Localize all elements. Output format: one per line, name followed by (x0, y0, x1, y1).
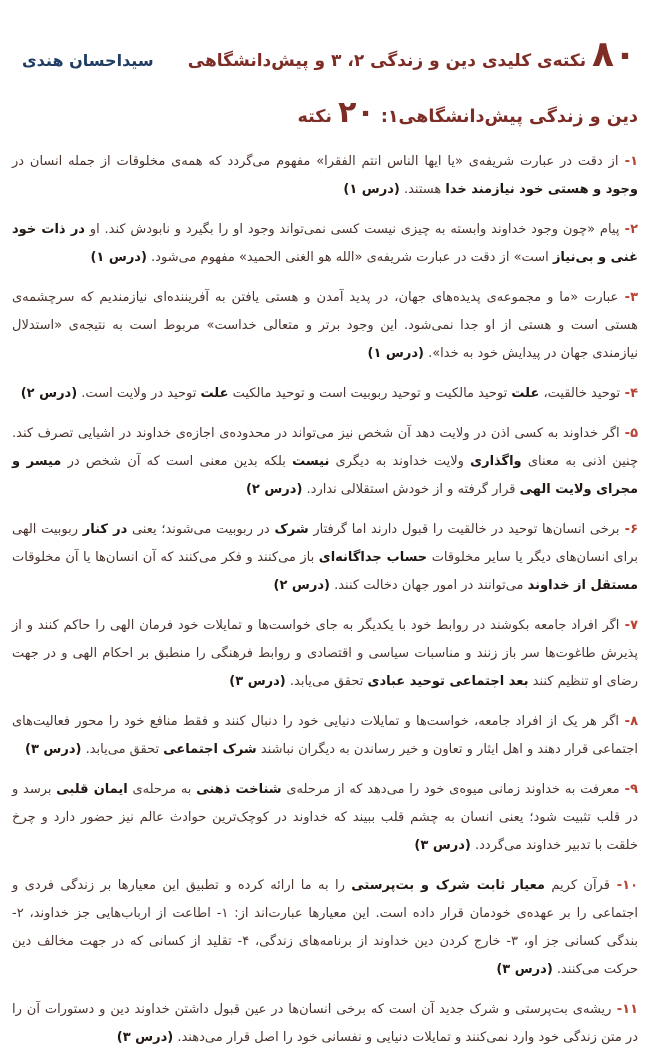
header (12, 34, 638, 75)
note-number: ۲- (619, 222, 639, 237)
note-paragraph (12, 708, 638, 764)
note-text: برسد و در قلب تثبیت شود؛ یعنی انسان به چشم قلب ببیند که خداوند در کوچک‌ترین حوادث عالم نیز حضور دارد و چرخ خلقت با تدبیر خداوند می‌گردد. (12, 782, 638, 853)
note-key-term: میسر و مجرای ولایت الهی (12, 454, 638, 497)
note-paragraph (12, 516, 638, 600)
note-text: ریشه‌ی بت‌پرستی و شرک جدید آن است که برخی انسان‌ها در عین قبول داشتن خداوند دین و دستورات آن را در متن زندگی خود وارد نمی‌کنند و تمایلات دنیایی و نفسانی خود را اصل قرار می‌دهند. (12, 1002, 638, 1045)
note-text: توحید مالکیت و توحید ربوبیت است و توحید مالکیت (228, 386, 512, 401)
note-paragraph (12, 380, 638, 408)
section-notes-count: ۲۰ (338, 95, 375, 130)
note-key-term: در ذات خود غنی و بی‌نیاز (12, 222, 638, 265)
note-key-term: شرک (274, 522, 309, 537)
note-key-term: واگذاری (470, 454, 522, 469)
note-text: است» از دقت در عبارت شریفه‌ی «الله هو الغنی الحمید» مفهوم می‌شود. (146, 250, 553, 265)
note-text: توحید خالقیت، (539, 386, 621, 401)
note-number: ۸- (619, 714, 638, 729)
note-number: ۴- (620, 386, 638, 401)
note-key-term: شناخت ذهنی (196, 782, 282, 797)
note-key-term: وجود و هستی خود نیازمند خدا (445, 182, 638, 197)
note-key-term: مستقل از خداوند (527, 578, 638, 593)
author-name: سیداحسان هندی (22, 51, 154, 70)
note-paragraph (12, 284, 638, 368)
note-key-term: معیار ثابت شرک و بت‌پرستی (351, 878, 545, 893)
note-paragraph (12, 872, 638, 984)
note-key-term: (درس ۱) (343, 182, 400, 197)
note-key-term: علت (200, 386, 229, 401)
note-number: ۷- (619, 618, 638, 633)
note-paragraph (12, 148, 638, 204)
note-key-term: (درس ۲) (20, 386, 78, 401)
note-number: ۹- (619, 782, 639, 797)
note-key-term: (درس ۱) (367, 346, 424, 361)
note-key-term: بعد اجتماعی توحید عبادی (367, 674, 529, 689)
note-text: را به ما ارائه کرده و تطبیق این معیارها بر زندگی فردی و اجتماعی را بر عهده‌ی خودمان قرار داده است. این معیارها عبارت‌اند از: ۱- اطاعت از ارباب‌هایی جز خداوند، ۲- بندگی کسانی جز او، ۳- خارج کردن دین خداوند از برنامه‌های زندگی، ۴- تقلید از کسانی که در جهت مخالف دین حرکت می‌کنند. (12, 878, 639, 977)
notes-list (12, 148, 638, 1052)
total-notes-count: ۸۰ (592, 34, 636, 75)
note-text: ربوبیت الهی برای انسان‌های دیگر یا سایر مخلوقات (12, 522, 638, 565)
note-key-term: (درس ۳) (229, 674, 286, 689)
note-key-term: (درس ۳) (414, 838, 471, 853)
note-text: باز می‌کنند و فکر می‌کنند که آن انسان‌ها یا آن مخلوقات (12, 550, 319, 565)
note-key-term: شرک اجتماعی (163, 742, 257, 757)
subtitle-suffix: نکته (297, 107, 332, 127)
note-text: معرفت به خداوند زمانی میوه‌ی خود را می‌دهد که از مرحله‌ی (281, 782, 620, 797)
note-key-term: (درس ۳) (25, 742, 82, 757)
note-key-term: (درس ۳) (496, 962, 553, 977)
note-key-term: (درس ۲) (245, 482, 303, 497)
note-text: تحقق می‌یابد. (81, 742, 164, 757)
note-number: ۵- (619, 426, 638, 441)
note-text: در ربوبیت می‌شوند؛ یعنی (127, 522, 275, 537)
note-key-term: ایمان قلبی (56, 782, 128, 797)
note-number: ۳- (618, 290, 638, 305)
note-key-term: (درس ۳) (116, 1030, 174, 1045)
note-text: اگر افراد جامعه بکوشند در روابط خود با یکدیگر به جای خواست‌ها و تمایلات خود فرمان الهی را حاکم کنند و از پذیرش طاغوت‌ها سر باز زنند و مناسبات سیاسی و اقتصادی و روابط فرهنگی را منطبق بر احکام الهی و در جهت رضای او تنظیم کنند (12, 618, 638, 689)
note-paragraph (12, 776, 638, 860)
page-title-text: نکته‌ی کلیدی دین و زندگی ۲، ۳ و پیش‌دانشگاهی (187, 51, 587, 71)
note-paragraph (12, 420, 638, 504)
note-text: پیام «چون وجود خداوند وابسته به چیزی نیست کسی نمی‌تواند وجود او را بگیرد و نابودش کند. او (84, 222, 620, 237)
section-subtitle (12, 95, 638, 130)
note-key-term: حساب جداگانه‌ای (318, 550, 428, 565)
note-key-term: (درس ۱) (90, 250, 147, 265)
page-title (188, 34, 636, 75)
note-text: بلکه بدین معنی است که آن شخص در (61, 454, 293, 469)
note-text: توحید در ولایت است. (77, 386, 201, 401)
note-text: برخی انسان‌ها توحید در خالقیت را قبول دارند اما گرفتار (308, 522, 620, 537)
note-number: ۱۱- (611, 1002, 639, 1017)
note-number: ۱۰- (609, 878, 639, 893)
note-text: هستند. (399, 182, 446, 197)
note-text: قرار گرفته و از خودش استقلالی ندارد. (302, 482, 520, 497)
note-text: به مرحله‌ی (127, 782, 197, 797)
note-text: اگر هر یک از افراد جامعه، خواست‌ها و تمایلات دنیایی خود را دنبال کنند و فقط منافع خود را محور فعالیت‌های اجتماعی قرار دهند و اهل ایثار و تعاون و خیر رساندن به دیگران نباشند (12, 714, 638, 757)
note-text: عبارت «ما و مجموعه‌ی پدیده‌های جهان، در پدید آمدن و هستی یافتن به آفریننده‌ای نیازمندیم که سرچشمه‌ی هستی است و هستی از او جدا نمی‌شود. این وجود برتر و متعالی خداست» مربوط است به نتیجه‌ی «استدلال نیازمندی جهان در پیدایش خود به خدا». (12, 290, 638, 361)
note-key-term: در کنار (82, 522, 128, 537)
note-text: قرآن کریم (544, 878, 610, 893)
note-key-term: (درس ۲) (273, 578, 330, 593)
note-key-term: نیست (292, 454, 330, 469)
note-number: ۱- (618, 154, 639, 169)
note-paragraph (12, 996, 638, 1052)
note-number: ۶- (619, 522, 639, 537)
note-text: می‌توانند در امور جهان دخالت کنند. (329, 578, 528, 593)
note-text: تحقق می‌یابد. (285, 674, 368, 689)
note-text: اگر خداوند به کسی اذن در ولایت دهد آن شخص نیز می‌تواند در محدوده‌ی اجازه‌ی خداوند در اشیایی تصرف کند. چنین اذنی به معنای (12, 426, 638, 469)
note-text: ولایت خداوند به دیگری (329, 454, 471, 469)
note-paragraph (12, 612, 638, 696)
subtitle-text: دین و زندگی پیش‌دانشگاهی۱: (380, 107, 638, 127)
note-key-term: علت (511, 386, 540, 401)
note-text: از دقت در عبارت شریفه‌ی «یا ایها الناس انتم الفقرا» مفهوم می‌گردد که همه‌ی مخلوقات از جمله انسان در (12, 154, 619, 169)
note-paragraph (12, 216, 638, 272)
